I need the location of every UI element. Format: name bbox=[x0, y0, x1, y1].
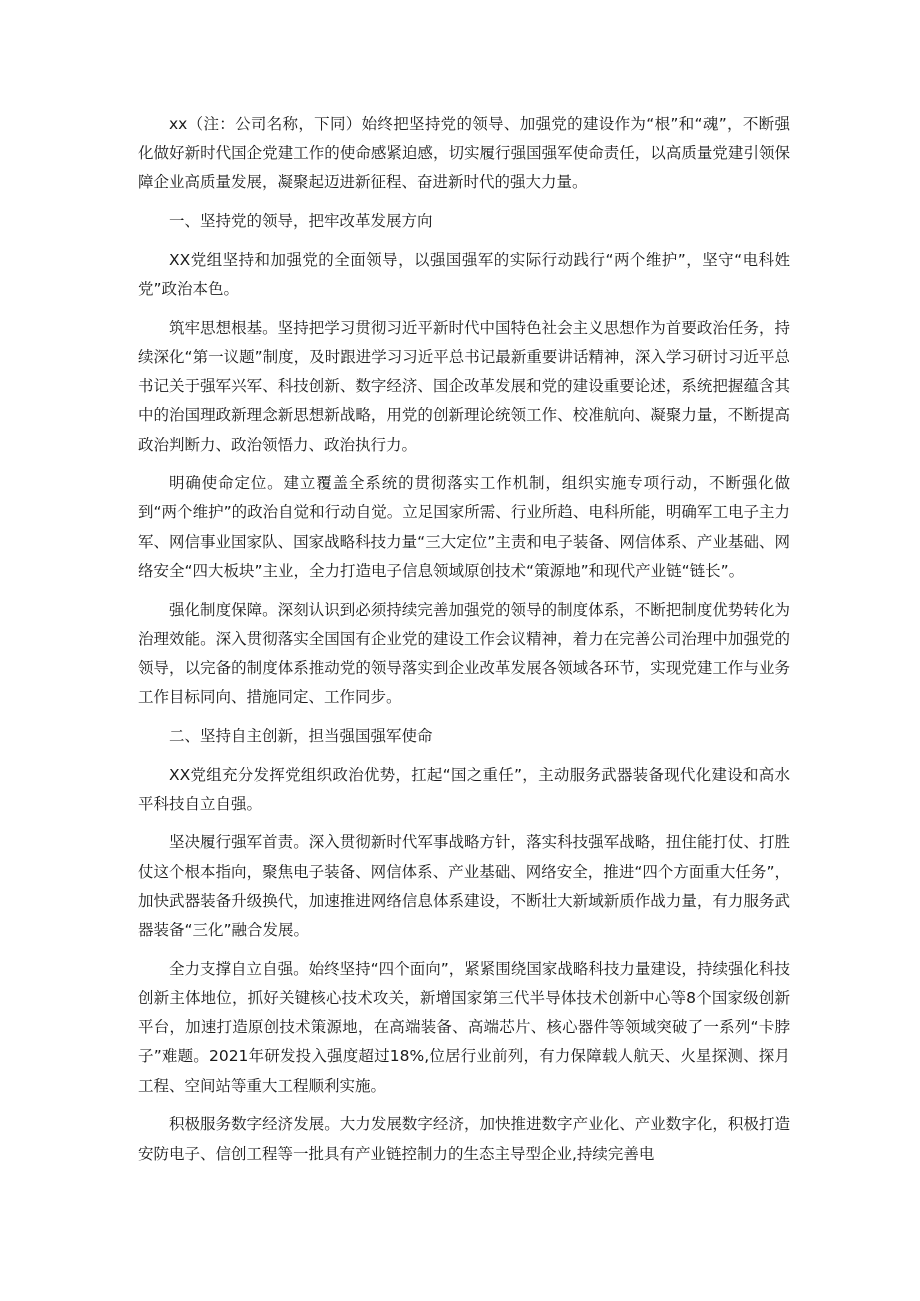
paragraph-ideological-foundation: 筑牢思想根基。坚持把学习贯彻习近平新时代中国特色社会主义思想作为首要政治任务，持续深化“第一议题”制度，及时跟进学习习近平总书记最新重要讲话精神，深入学习研讨习近平总书记关于强军兴军、科技创新、数字经济、国企改革发展和党的建设重要论述，系统把握蕴含其中的治国理政新理念新思想新战略，用党的创新理论统领工作、校准航向、凝聚力量，不断提高政治判断力、政治领悟力、政治执行力。 bbox=[138, 318, 790, 454]
paragraph-self-reliance: 全力支撑自立自强。始终坚持“四个面向”，紧紧围绕国家战略科技力量建设，持续强化科技创新主体地位，抓好关键核心技术攻关，新增国家第三代半导体技术创新中心等8个国家级创新平台，加速打造原创技术策源地，在高端装备、高端芯片、核心器件等领域突破了一系列“卡脖子”难题。2021年研发投入强度超过18%,位居行业前列，有力保障载人航天、火星探测、探月工程、空间站等重大工程顺利实施。 bbox=[138, 959, 790, 1095]
section-2-lead-paragraph: XX党组充分发挥党组织政治优势，扛起“国之重任”，主动服务武器装备现代化建设和高水平科技自立自强。 bbox=[138, 765, 790, 813]
paragraph-military-duty: 坚决履行强军首责。深入贯彻新时代军事战略方针，落实科技强军战略，扭住能打仗、打胜仗这个根本指向，聚焦电子装备、网信体系、产业基础、网络安全，推进“四个方面重大任务”，加快武器装备升级换代，加速推进网络信息体系建设，不断壮大新域新质作战力量，有力服务武器装备“三化”融合发展。 bbox=[138, 833, 790, 940]
paragraph-digital-economy: 积极服务数字经济发展。大力发展数字经济，加快推进数字产业化、产业数字化，积极打造安防电子、信创工程等一批具有产业链控制力的生态主导型企业,持续完善电 bbox=[138, 1115, 790, 1163]
paragraph-institutional-guarantee: 强化制度保障。深刻认识到必须持续完善加强党的领导的制度体系，不断把制度优势转化为治理效能。深入贯彻落实全国国有企业党的建设工作会议精神，着力在完善公司治理中加强党的领导，以完备的制度体系推动党的领导落实到企业改革发展各领域各环节，实现党建工作与业务工作目标同向、措施同定、工作同步。 bbox=[138, 600, 790, 707]
intro-paragraph: xx（注：公司名称，下同）始终把坚持党的领导、加强党的建设作为“根”和“魂”，不断强化做好新时代国企党建工作的使命感紧迫感，切实履行强国强军使命责任，以高质量党建引领保障企业高质量发展，凝聚起迈进新征程、奋进新时代的强大力量。 bbox=[138, 115, 790, 192]
document-body bbox=[138, 110, 790, 1178]
paragraph-mission-positioning: 明确使命定位。建立覆盖全系统的贯彻落实工作机制，组织实施专项行动，不断强化做到“两个维护”的政治自觉和行动自觉。立足国家所需、行业所趋、电科所能，明确军工电子主力军、网信事业国家队、国家战略科技力量“三大定位”主责和电子装备、网信体系、产业基础、网络安全“四大板块”主业，全力打造电子信息领域原创技术“策源地”和现代产业链“链长”。 bbox=[138, 474, 790, 580]
section-heading-2: 二、坚持自主创新，担当强国强军使命 bbox=[169, 726, 433, 745]
section-heading-1: 一、坚持党的领导，把牢改革发展方向 bbox=[169, 212, 433, 231]
section-1-lead-paragraph: XX党组坚持和加强党的全面领导，以强国强军的实际行动践行“两个维护”，坚守“电科姓党”政治本色。 bbox=[138, 250, 790, 299]
